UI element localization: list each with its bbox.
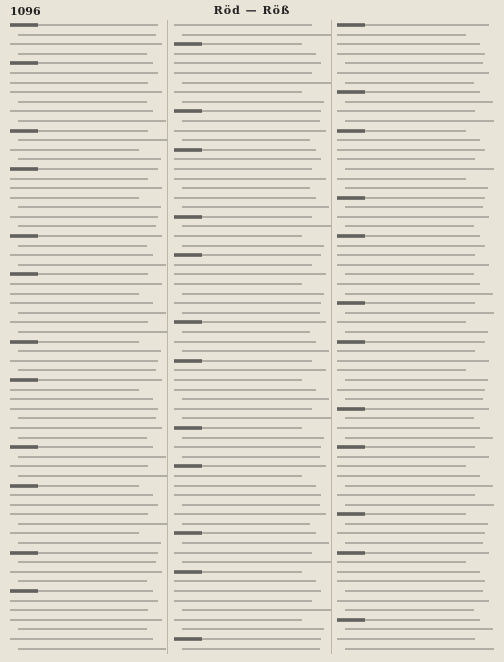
entry-line: [174, 567, 331, 577]
entry-line: [337, 164, 494, 174]
entry-line: [337, 317, 494, 327]
entry-line: [10, 490, 167, 500]
entry-line: [10, 385, 167, 395]
entry-line: [10, 279, 167, 289]
entry-line: [10, 596, 167, 606]
entry-line: [174, 145, 331, 155]
entry-line: [337, 548, 494, 558]
entry-line: [10, 269, 167, 279]
entry-line: [174, 413, 331, 423]
entry-line: [174, 231, 331, 241]
entry-line: [174, 433, 331, 443]
entry-line: [10, 298, 167, 308]
entry-line: [337, 298, 494, 308]
entry-line: [10, 471, 167, 481]
entry-line: [337, 260, 494, 270]
entry-line: [337, 193, 494, 203]
entry-line: [174, 58, 331, 68]
entry-line: [10, 126, 167, 136]
entry-line: [10, 116, 167, 126]
entry-line: [337, 97, 494, 107]
entry-line: [174, 596, 331, 606]
entry-line: [10, 404, 167, 414]
right-column: [337, 20, 494, 654]
entry-line: [10, 183, 167, 193]
entry-line: [10, 442, 167, 452]
entry-line: [174, 615, 331, 625]
entry-line: [10, 375, 167, 385]
entry-line: [10, 39, 167, 49]
entry-line: [10, 528, 167, 538]
entry-line: [10, 250, 167, 260]
entry-line: [10, 576, 167, 586]
entry-line: [174, 106, 331, 116]
entry-line: [337, 183, 494, 193]
entry-line: [174, 548, 331, 558]
entry-line: [10, 135, 167, 145]
entry-line: [174, 346, 331, 356]
entry-line: [337, 423, 494, 433]
entry-line: [174, 97, 331, 107]
entry-line: [337, 337, 494, 347]
entry-line: [10, 624, 167, 634]
entry-line: [337, 471, 494, 481]
entry-line: [337, 212, 494, 222]
entry-line: [174, 634, 331, 644]
entry-line: [174, 308, 331, 318]
entry-line: [337, 126, 494, 136]
entry-line: [337, 289, 494, 299]
page-number: 1096: [10, 5, 41, 18]
entry-line: [337, 394, 494, 404]
entry-line: [337, 49, 494, 59]
entry-line: [174, 375, 331, 385]
entry-line: [337, 135, 494, 145]
entry-line: [174, 154, 331, 164]
entry-line: [337, 576, 494, 586]
entry-line: [337, 174, 494, 184]
entry-line: [174, 269, 331, 279]
entry-line: [10, 317, 167, 327]
entry-line: [337, 30, 494, 40]
entry-line: [337, 231, 494, 241]
entry-line: [10, 413, 167, 423]
entry-line: [174, 221, 331, 231]
entry-line: [174, 528, 331, 538]
entry-line: [10, 538, 167, 548]
entry-line: [337, 250, 494, 260]
entry-line: [337, 356, 494, 366]
entry-line: [337, 145, 494, 155]
entry-line: [174, 49, 331, 59]
entry-line: [10, 68, 167, 78]
entry-line: [174, 135, 331, 145]
entry-line: [337, 413, 494, 423]
entry-line: [10, 557, 167, 567]
entry-line: [10, 260, 167, 270]
entry-line: [337, 586, 494, 596]
entry-line: [10, 644, 167, 654]
entry-line: [337, 20, 494, 30]
entry-line: [337, 442, 494, 452]
entry-line: [337, 433, 494, 443]
entry-line: [174, 116, 331, 126]
entry-line: [174, 317, 331, 327]
running-head: Röd — Röß: [213, 4, 291, 17]
entry-line: [174, 644, 331, 654]
entry-line: [10, 509, 167, 519]
entry-line: [174, 68, 331, 78]
entry-line: [337, 221, 494, 231]
entry-line: [337, 308, 494, 318]
entry-line: [337, 241, 494, 251]
entry-line: [10, 87, 167, 97]
entry-line: [337, 596, 494, 606]
entry-line: [10, 423, 167, 433]
entry-line: [174, 250, 331, 260]
entry-line: [174, 298, 331, 308]
entry-line: [174, 289, 331, 299]
entry-line: [174, 586, 331, 596]
entry-line: [174, 365, 331, 375]
entry-line: [337, 509, 494, 519]
entry-line: [337, 106, 494, 116]
entry-line: [174, 509, 331, 519]
entry-line: [174, 20, 331, 30]
entry-line: [10, 30, 167, 40]
entry-line: [10, 346, 167, 356]
entry-line: [337, 615, 494, 625]
entry-line: [337, 490, 494, 500]
entry-line: [337, 461, 494, 471]
entry-line: [10, 193, 167, 203]
entry-line: [174, 423, 331, 433]
entry-line: [337, 68, 494, 78]
entry-line: [174, 337, 331, 347]
entry-line: [337, 39, 494, 49]
entry-line: [10, 241, 167, 251]
entry-line: [174, 481, 331, 491]
entry-line: [337, 481, 494, 491]
entry-line: [174, 385, 331, 395]
entry-line: [337, 557, 494, 567]
entry-line: [174, 279, 331, 289]
entry-line: [10, 634, 167, 644]
entry-line: [337, 567, 494, 577]
entry-line: [10, 231, 167, 241]
entry-line: [174, 442, 331, 452]
entry-line: [337, 452, 494, 462]
entry-line: [174, 538, 331, 548]
entry-line: [337, 78, 494, 88]
entry-line: [10, 586, 167, 596]
entry-line: [174, 241, 331, 251]
entry-line: [10, 548, 167, 558]
entry-line: [174, 39, 331, 49]
page-header: [0, 0, 504, 22]
entry-line: [174, 461, 331, 471]
entry-line: [10, 365, 167, 375]
entry-line: [337, 58, 494, 68]
entry-line: [337, 279, 494, 289]
entry-line: [10, 164, 167, 174]
entry-line: [174, 490, 331, 500]
entry-line: [10, 78, 167, 88]
entry-line: [10, 174, 167, 184]
entry-line: [10, 605, 167, 615]
entry-line: [10, 58, 167, 68]
entry-line: [337, 538, 494, 548]
entry-line: [10, 461, 167, 471]
entry-line: [174, 356, 331, 366]
entry-line: [10, 615, 167, 625]
entry-line: [10, 519, 167, 529]
entry-line: [10, 202, 167, 212]
entry-line: [174, 519, 331, 529]
entry-line: [174, 193, 331, 203]
entry-line: [174, 164, 331, 174]
entry-columns: [10, 20, 494, 654]
entry-line: [337, 605, 494, 615]
entry-line: [10, 394, 167, 404]
entry-line: [174, 605, 331, 615]
left-column: [10, 20, 168, 654]
entry-line: [174, 624, 331, 634]
middle-column: [174, 20, 332, 654]
entry-line: [174, 212, 331, 222]
entry-line: [174, 576, 331, 586]
entry-line: [10, 212, 167, 222]
entry-line: [337, 624, 494, 634]
entry-line: [174, 327, 331, 337]
entry-line: [174, 87, 331, 97]
entry-line: [337, 644, 494, 654]
entry-line: [10, 481, 167, 491]
entry-line: [10, 49, 167, 59]
entry-line: [174, 260, 331, 270]
entry-line: [10, 500, 167, 510]
entry-line: [10, 106, 167, 116]
entry-line: [174, 471, 331, 481]
entry-line: [174, 174, 331, 184]
entry-line: [174, 452, 331, 462]
entry-line: [337, 327, 494, 337]
entry-line: [174, 202, 331, 212]
entry-line: [337, 365, 494, 375]
entry-line: [174, 394, 331, 404]
entry-line: [174, 500, 331, 510]
entry-line: [10, 145, 167, 155]
entry-line: [10, 97, 167, 107]
entry-line: [337, 404, 494, 414]
entry-line: [10, 289, 167, 299]
entry-line: [337, 634, 494, 644]
entry-line: [337, 202, 494, 212]
entry-line: [174, 30, 331, 40]
entry-line: [10, 567, 167, 577]
entry-line: [10, 452, 167, 462]
entry-line: [337, 116, 494, 126]
entry-line: [174, 557, 331, 567]
entry-line: [337, 519, 494, 529]
entry-line: [337, 528, 494, 538]
entry-line: [337, 385, 494, 395]
entry-line: [10, 327, 167, 337]
entry-line: [174, 183, 331, 193]
entry-line: [10, 337, 167, 347]
entry-line: [337, 346, 494, 356]
entry-line: [174, 126, 331, 136]
entry-line: [10, 221, 167, 231]
entry-line: [337, 500, 494, 510]
entry-line: [10, 154, 167, 164]
entry-line: [10, 356, 167, 366]
entry-line: [174, 78, 331, 88]
entry-line: [337, 375, 494, 385]
entry-line: [10, 433, 167, 443]
entry-line: [10, 308, 167, 318]
entry-line: [337, 154, 494, 164]
entry-line: [337, 87, 494, 97]
entry-line: [337, 269, 494, 279]
entry-line: [174, 404, 331, 414]
entry-line: [10, 20, 167, 30]
